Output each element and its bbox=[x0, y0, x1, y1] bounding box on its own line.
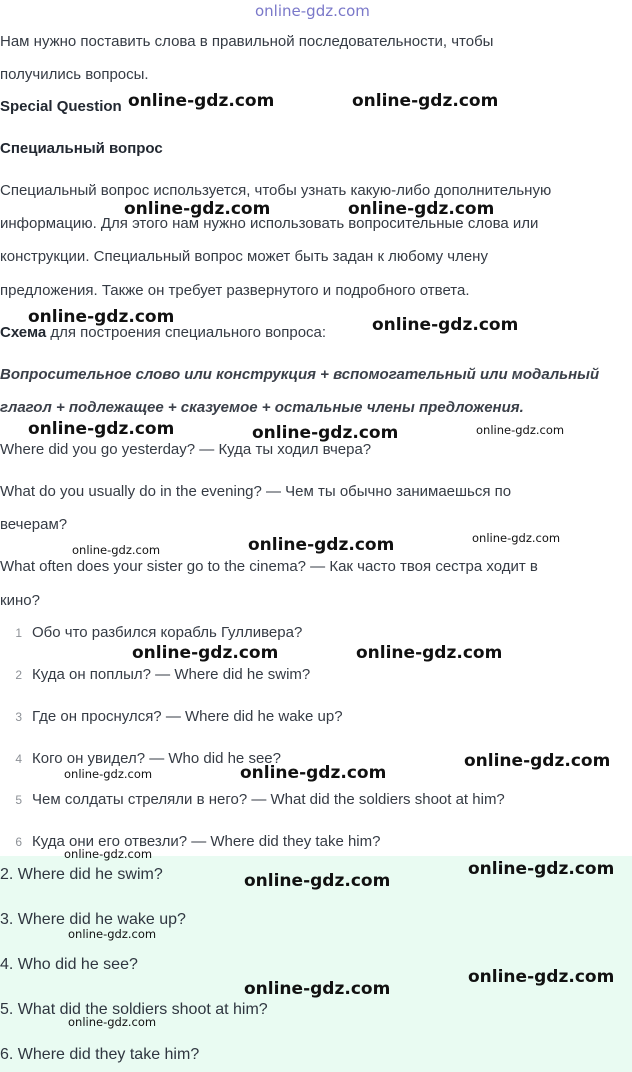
list-number: 2 bbox=[15, 668, 22, 682]
list-item bbox=[0, 708, 343, 726]
watermark: online-gdz.com bbox=[476, 423, 565, 437]
list-item bbox=[0, 833, 380, 851]
example-3-line-1: What often does your sister go to the cinema? — Как часто твоя сестра ходит в bbox=[0, 558, 538, 575]
example-3-line-2: кино? bbox=[0, 592, 40, 609]
watermark: online-gdz.com bbox=[248, 535, 395, 555]
watermark: online-gdz.com bbox=[372, 315, 519, 335]
watermark: online-gdz.com bbox=[132, 643, 279, 663]
watermark: online-gdz.com bbox=[28, 419, 175, 439]
list-text: Куда они его отвезли? — Where did they take him? bbox=[32, 833, 381, 850]
watermark: online-gdz.com bbox=[348, 199, 495, 219]
intro-line-1: Нам нужно поставить слова в правильной последовательности, чтобы bbox=[0, 33, 494, 50]
scheme-text: для построения специального вопроса: bbox=[50, 324, 327, 341]
list-item bbox=[0, 624, 302, 642]
watermark: online-gdz.com bbox=[244, 979, 391, 999]
list-text: Кого он увидел? — Who did he see? bbox=[32, 750, 281, 767]
special-question-heading-en: Special Question bbox=[0, 98, 122, 115]
description-line-3: конструкции. Специальный вопрос может быть задан к любому члену bbox=[0, 248, 488, 265]
list-text: Чем солдаты стреляли в него? — What did the soldiers shoot at him? bbox=[32, 791, 505, 808]
watermark: online-gdz.com bbox=[252, 423, 399, 443]
watermark: online-gdz.com bbox=[68, 927, 157, 941]
list-number: 6 bbox=[15, 835, 22, 849]
scheme-label: Схема bbox=[0, 324, 47, 341]
answer-item: 5. What did the soldiers shoot at him? bbox=[0, 1001, 268, 1018]
description-line-2: информацию. Для этого нам нужно использовать вопросительные слова или bbox=[0, 215, 539, 232]
formula-line-1: Вопросительное слово или конструкция + вспомогательный или модальный bbox=[0, 366, 600, 383]
watermark: online-gdz.com bbox=[468, 967, 615, 987]
watermark: online-gdz.com bbox=[64, 767, 153, 781]
watermark: online-gdz.com bbox=[356, 643, 503, 663]
list-text: Обо что разбился корабль Гулливера? bbox=[32, 624, 303, 641]
description-line-4: предложения. Также он требует развернутого и подробного ответа. bbox=[0, 282, 470, 299]
list-text: Где он проснулся? — Where did he wake up? bbox=[32, 708, 343, 725]
watermark: online-gdz.com bbox=[464, 751, 611, 771]
list-item bbox=[0, 791, 505, 809]
watermark-top: online-gdz.com bbox=[255, 2, 370, 20]
answer-item: 3. Where did he wake up? bbox=[0, 911, 186, 928]
answer-item: 4. Who did he see? bbox=[0, 956, 138, 973]
example-1: Where did you go yesterday? — Куда ты ходил вчера? bbox=[0, 441, 372, 458]
list-number: 1 bbox=[15, 626, 22, 640]
watermark: online-gdz.com bbox=[468, 859, 615, 879]
answer-item: 2. Where did he swim? bbox=[0, 866, 163, 883]
example-2-line-1: What do you usually do in the evening? — Чем ты обычно занимаешься по bbox=[0, 483, 512, 500]
list-item bbox=[0, 666, 310, 684]
watermark: online-gdz.com bbox=[128, 91, 275, 111]
list-number: 5 bbox=[15, 793, 22, 807]
watermark: online-gdz.com bbox=[352, 91, 499, 111]
watermark: online-gdz.com bbox=[240, 763, 387, 783]
watermark: online-gdz.com bbox=[28, 307, 175, 327]
example-2-line-2: вечерам? bbox=[0, 516, 68, 533]
list-number: 3 bbox=[15, 710, 22, 724]
list-number: 4 bbox=[15, 752, 22, 766]
answer-item: 6. Where did they take him? bbox=[0, 1046, 200, 1063]
watermark: online-gdz.com bbox=[68, 1015, 157, 1029]
intro-line-2: получились вопросы. bbox=[0, 66, 149, 83]
list-item bbox=[0, 750, 281, 768]
watermark: online-gdz.com bbox=[124, 199, 271, 219]
special-question-heading-ru: Специальный вопрос bbox=[0, 140, 163, 157]
formula-line-2: глагол + подлежащее + сказуемое + остальные члены предложения. bbox=[0, 399, 524, 416]
list-text: Куда он поплыл? — Where did he swim? bbox=[32, 666, 311, 683]
watermark: online-gdz.com bbox=[72, 543, 161, 557]
watermark: online-gdz.com bbox=[472, 531, 561, 545]
watermark: online-gdz.com bbox=[64, 847, 153, 861]
description-line-1: Специальный вопрос используется, чтобы узнать какую-либо дополнительную bbox=[0, 182, 552, 199]
watermark: online-gdz.com bbox=[244, 871, 391, 891]
